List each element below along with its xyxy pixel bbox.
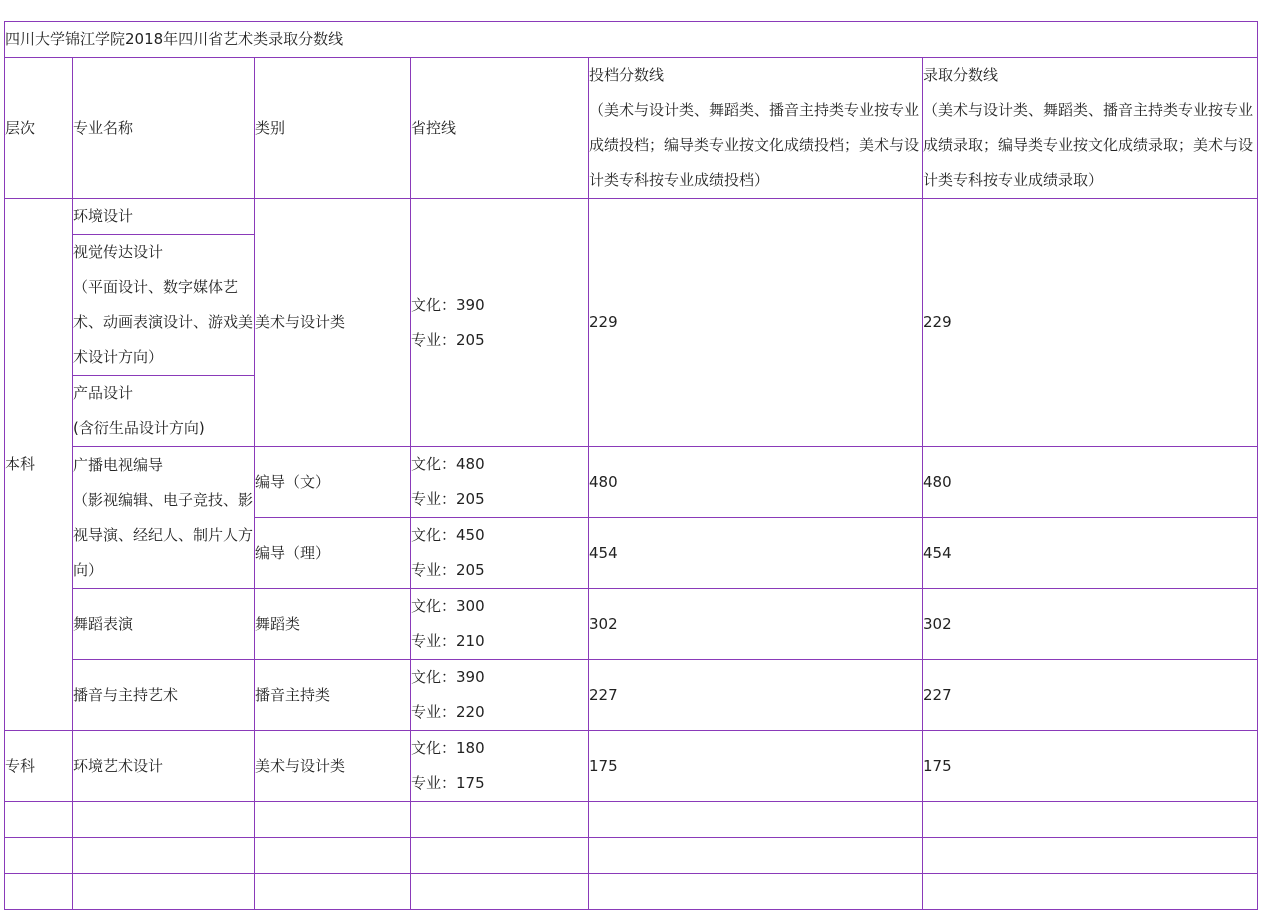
major-visual-communication: [73, 235, 255, 376]
admission-line-note: （美术与设计类、舞蹈类、播音主持类专业按专业成绩录取；编导类专业按文化成绩录取；美术与设计类专科按专业成绩录取）: [923, 101, 1254, 189]
profession-score: 专业：205: [411, 561, 485, 579]
header-provincial-line: 省控线: [411, 58, 589, 199]
header-category: 类别: [255, 58, 411, 199]
profession-score: 专业：205: [411, 330, 485, 349]
major-name: 产品设计: [73, 384, 134, 402]
major-detail: （影视编辑、电子竞技、影视导演、经纪人、制片人方向）: [73, 490, 254, 579]
admission-dance: 302: [923, 589, 1258, 660]
culture-score: 文化：180: [411, 739, 485, 757]
empty-row: [5, 802, 1258, 838]
empty-cell: [411, 838, 589, 874]
level-benke: 本科: [5, 199, 73, 731]
empty-row: [5, 874, 1258, 910]
category-directing-science: 编导（理）: [255, 518, 411, 589]
admission-broadcast: 227: [923, 660, 1258, 731]
empty-cell: [73, 802, 255, 838]
filing-dance: 302: [589, 589, 923, 660]
filing-zhuanke: 175: [589, 731, 923, 802]
empty-cell: [411, 874, 589, 910]
major-tv-directing: [73, 447, 255, 589]
empty-cell: [923, 838, 1258, 874]
culture-score: 文化：450: [411, 526, 485, 544]
header-major: 专业名称: [73, 58, 255, 199]
profession-score: 专业：175: [411, 774, 485, 792]
admission-directing-science: 454: [923, 518, 1258, 589]
filing-line-label: 投档分数线: [589, 66, 665, 84]
admission-art-design: 229: [923, 199, 1258, 447]
empty-cell: [73, 874, 255, 910]
filing-art-design: 229: [589, 199, 923, 447]
empty-cell: [589, 838, 923, 874]
header-filing-line: [589, 58, 923, 199]
category-art-design: 美术与设计类: [255, 199, 411, 447]
major-detail: (含衍生品设计方向): [73, 419, 205, 437]
header-admission-line: [923, 58, 1258, 199]
empty-cell: [589, 874, 923, 910]
filing-directing-science: 454: [589, 518, 923, 589]
provincial-line-dance: [411, 589, 589, 660]
category-directing-arts: 编导（文）: [255, 447, 411, 518]
admission-line-label: 录取分数线: [923, 66, 999, 84]
header-level: 层次: [5, 58, 73, 199]
empty-cell: [255, 838, 411, 874]
major-dance: 舞蹈表演: [73, 589, 255, 660]
major-environment-art: 环境艺术设计: [73, 731, 255, 802]
empty-cell: [923, 802, 1258, 838]
empty-cell: [923, 874, 1258, 910]
culture-score: 文化：390: [411, 295, 485, 314]
empty-cell: [73, 838, 255, 874]
empty-cell: [5, 874, 73, 910]
category-zhuanke: 美术与设计类: [255, 731, 411, 802]
filing-directing-arts: 480: [589, 447, 923, 518]
major-broadcast: 播音与主持艺术: [73, 660, 255, 731]
empty-cell: [5, 838, 73, 874]
culture-score: 文化：390: [411, 668, 485, 686]
empty-cell: [589, 802, 923, 838]
provincial-line-zhuanke: [411, 731, 589, 802]
empty-cell: [255, 874, 411, 910]
major-name: 视觉传达设计: [73, 243, 164, 261]
profession-score: 专业：205: [411, 490, 485, 508]
culture-score: 文化：480: [411, 455, 485, 473]
empty-cell: [411, 802, 589, 838]
category-broadcast: 播音主持类: [255, 660, 411, 731]
major-name: 广播电视编导: [73, 455, 164, 474]
major-detail: （平面设计、数字媒体艺术、动画表演设计、游戏美术设计方向）: [73, 278, 254, 366]
provincial-line-broadcast: [411, 660, 589, 731]
admission-directing-arts: 480: [923, 447, 1258, 518]
table-title: 四川大学锦江学院2018年四川省艺术类录取分数线: [5, 22, 1258, 58]
culture-score: 文化：300: [411, 597, 485, 615]
empty-cell: [255, 802, 411, 838]
provincial-line-directing-arts: [411, 447, 589, 518]
filing-line-note: （美术与设计类、舞蹈类、播音主持类专业按专业成绩投档；编导类专业按文化成绩投档；美术与设计类专科按专业成绩投档）: [589, 101, 920, 189]
major-environment-design: 环境设计: [73, 199, 255, 235]
empty-row: [5, 838, 1258, 874]
profession-score: 专业：210: [411, 632, 485, 650]
admission-score-table: [4, 21, 1258, 910]
empty-cell: [5, 802, 73, 838]
provincial-line-directing-science: [411, 518, 589, 589]
provincial-line-art-design: [411, 199, 589, 447]
admission-zhuanke: 175: [923, 731, 1258, 802]
category-dance: 舞蹈类: [255, 589, 411, 660]
profession-score: 专业：220: [411, 703, 485, 721]
major-product-design: [73, 376, 255, 447]
level-zhuanke: 专科: [5, 731, 73, 802]
filing-broadcast: 227: [589, 660, 923, 731]
